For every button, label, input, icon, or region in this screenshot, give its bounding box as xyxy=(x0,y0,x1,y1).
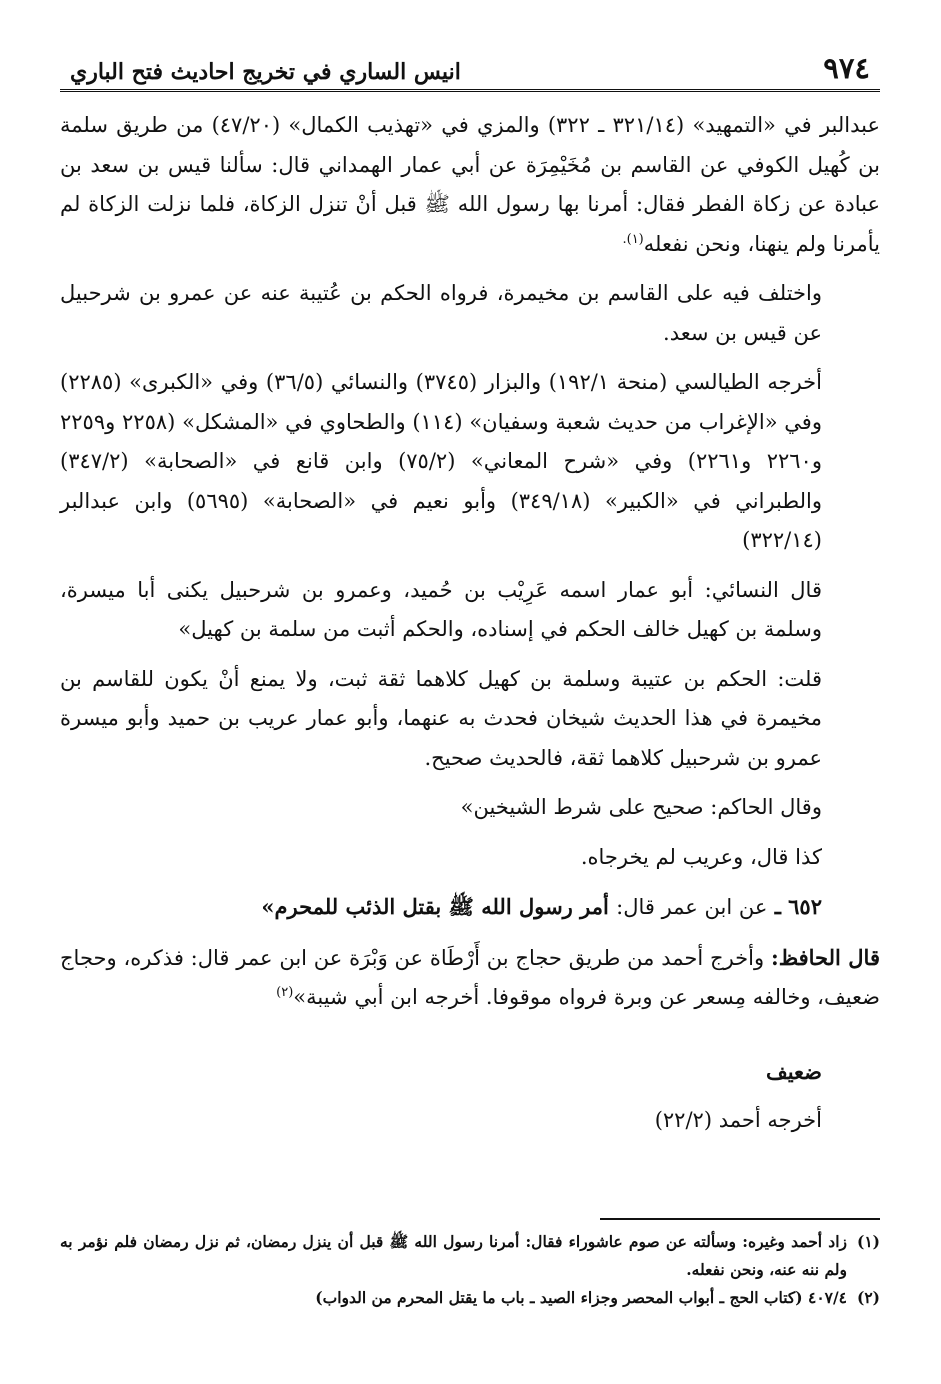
page-number: ٩٧٤ xyxy=(823,51,870,85)
hadith-text: أمر رسول الله ﷺ بقتل الذئب للمحرم» xyxy=(261,894,609,919)
paragraph-takhrij-list: أخرجه الطيالسي (منحة ١٩٢/١) والبزار (٣٧٤٥) والنسائي (٣٦/٥) وفي «الكبرى» (٢٢٨٥) وفي «الإغراب من حديث شعبة وسفيان» (١١٤) والطحاوي في «المشكل» (٢٢٥٨ و٢٢٥٩ و٢٢٦٠ و٢٢٦١) وفي «شرح المعاني» (٧٥/٢) وابن قانع في «الصحابة» (٣٤٧/٢) والطبراني في «الكبير» (٣٤٩/١٨) وأبو نعيم في «الصحابة» (٥٦٩٥) وابن عبدالبر (٣٢٢/١٤) xyxy=(60,370,823,552)
footnote-number: (١) xyxy=(856,1232,880,1251)
footnote-text: ٤٠٧/٤ (كتاب الحج ـ أبواب المحصر وجزاء الصيد ـ باب ما يقتل المحرم من الدواب) xyxy=(315,1288,847,1307)
paragraph-comment: كذا قال، وعريب لم يخرجاه. xyxy=(580,844,822,869)
takhrij-line: أخرجه أحمد (٢٢/٢) xyxy=(654,1108,822,1132)
spacer xyxy=(60,1028,880,1052)
hadith-number: ٦٥٢ ـ xyxy=(774,894,822,919)
paragraph-author-opinion: قلت: الحكم بن عتيبة وسلمة بن كهيل كلاهما ثقة ثبت، ولا يمنع أنْ يكون للقاسم بن مخيمرة في هذا الحديث شيخان فحدث به عنهما، وأبو عمار عريب بن حميد وأبو ميسرة عمرو بن شرحبيل كلاهما ثقة، فالحديث صحيح. xyxy=(60,666,822,770)
footnote-item xyxy=(60,1284,880,1312)
footnote-item xyxy=(60,1228,880,1284)
page-body xyxy=(60,106,880,1141)
hafiz-paragraph xyxy=(60,938,880,1018)
footnotes xyxy=(60,1218,880,1312)
hadith-intro: عن ابن عمر قال: xyxy=(616,895,768,919)
hafiz-text: وأخرج أحمد من طريق حجاج بن أَرْطَاة عن وَبْرَة عن ابن عمر قال: فذكره، وحجاج ضعيف، وخالفه مِسعر عن وبرة فرواه موقوفا. أخرجه ابن أبي شيبة» xyxy=(60,945,880,1009)
paragraph-disagreement: واختلف فيه على القاسم بن مخيمرة، فرواه الحكم بن عُتيبة عنه عن عمرو بن شرحبيل عن قيس بن سعد. xyxy=(60,281,822,345)
grade-label: ضعيف xyxy=(765,1058,822,1084)
footnote-ref-1: (١). xyxy=(622,231,644,247)
paragraph-continuation xyxy=(60,106,880,264)
paragraph-nasai-quote: قال النسائي: أبو عمار اسمه عَرِيْب بن حُميد، وعمرو بن شرحبيل يكنى أبا ميسرة، وسلمة بن كهيل خالف الحكم في إسناده، والحكم أثبت من سلمة بن كهيل» xyxy=(60,577,822,641)
paragraph-hakim-quote: وقال الحاكم: صحيح على شرط الشيخين» xyxy=(460,795,822,819)
page xyxy=(60,40,880,1151)
book-title: انيس الساري في تخريج احاديث فتح الباري xyxy=(70,59,461,85)
paragraph-text: عبدالبر في «التمهيد» (٣٢١/١٤ ـ ٣٢٢) والمزي في «تهذيب الكمال» (٤٧/٢٠) من طريق سلمة بن كُهيل الكوفي عن القاسم بن مُخَيْمِرَة عن أبي عمار الهمداني قال: سألنا قيس بن سعد بن عبادة عن زكاة الفطر فقال: أمرنا بها رسول الله ﷺ قبل أنْ تنزل الزكاة، فلما نزلت الزكاة لم يأمرنا ولم ينهنا، ونحن نفعله xyxy=(60,113,880,256)
hafiz-label: قال الحافظ: xyxy=(770,944,880,970)
footnote-number: (٢) xyxy=(856,1288,880,1307)
footnote-text: زاد أحمد وغيره: وسألته عن صوم عاشوراء فقال: أمرنا رسول الله ﷺ قبل أن ينزل رمضان، ثم نزل رمضان فلم نؤمر به ولم ننه عنه، ونحن نفعله. xyxy=(60,1232,847,1279)
footnote-divider xyxy=(600,1218,880,1220)
running-header xyxy=(60,40,880,92)
hadith-heading xyxy=(60,887,880,928)
footnote-ref-2: (٢) xyxy=(276,985,294,1000)
